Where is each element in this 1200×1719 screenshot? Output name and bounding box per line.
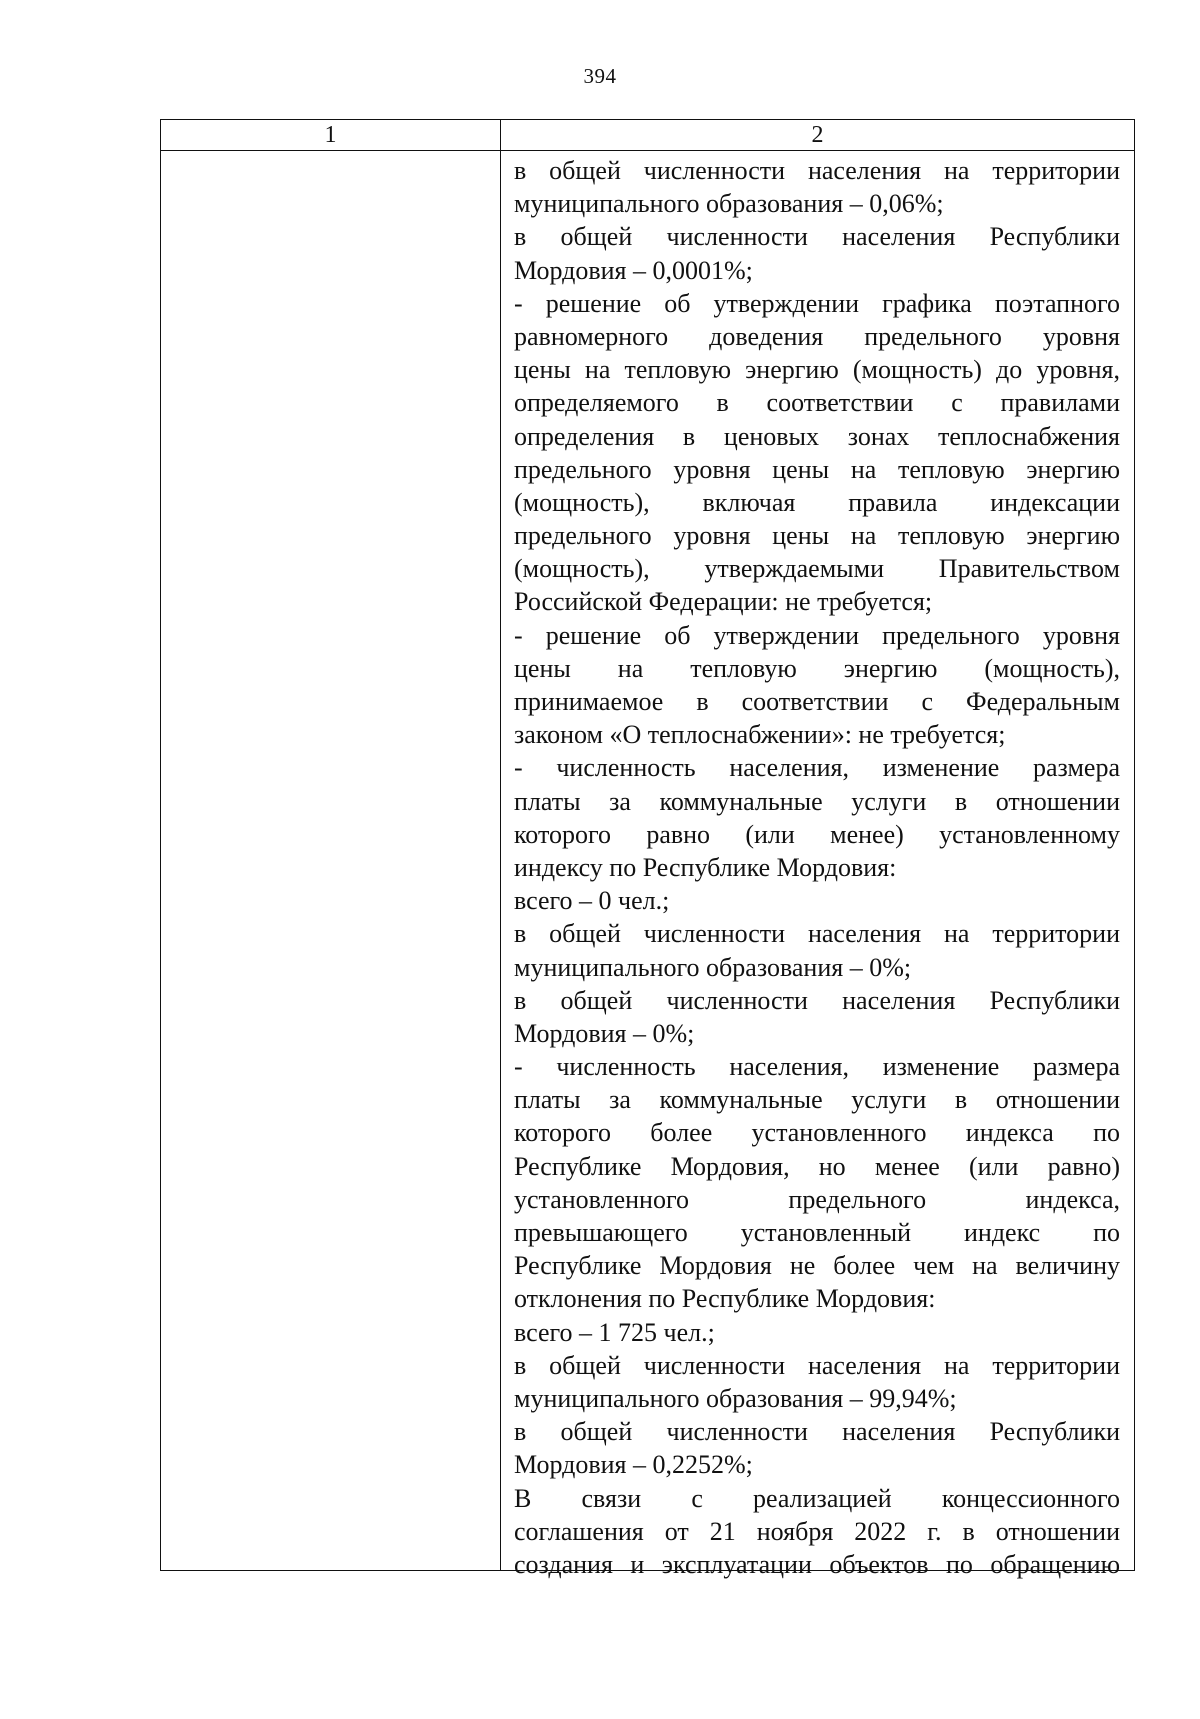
text-line: в общей численности населения Республики — [514, 985, 1120, 1015]
text-line: отклонения по Республике Мордовия: — [514, 1284, 936, 1314]
text-line: в общей численности населения Республики — [514, 222, 1120, 252]
text-line: в общей численности населения на территории — [514, 919, 1120, 949]
column-1-header: 1 — [324, 122, 337, 148]
document-table — [160, 119, 1135, 1579]
column-2-cell — [514, 154, 1120, 1581]
text-line: В связи с реализацией концессионного — [514, 1483, 1120, 1513]
text-line: Мордовия – 0,2252%; — [514, 1450, 753, 1480]
text-line: (мощность), включая правила индексации — [514, 487, 1120, 517]
table-header-row — [161, 120, 1134, 151]
text-line: Мордовия – 0,0001%; — [514, 255, 753, 285]
text-line: в общей численности населения на территории — [514, 1350, 1120, 1380]
text-line: платы за коммунальные услуги в отношении — [514, 1085, 1120, 1115]
column-divider — [500, 120, 501, 1570]
text-line: всего – 0 чел.; — [514, 886, 670, 916]
text-line: муниципального образования – 99,94%; — [514, 1383, 957, 1413]
text-line: превышающего установленный индекс по — [514, 1218, 1120, 1247]
text-line: цены на тепловую энергию (мощность), — [514, 653, 1120, 683]
text-line: - решение об утверждении предельного уровня — [514, 620, 1120, 650]
text-line: Республике Мордовия не более чем на величину — [514, 1251, 1120, 1281]
text-line: муниципального образования – 0,06%; — [514, 189, 944, 219]
column-1-cell — [161, 151, 500, 1570]
text-line: Мордовия – 0%; — [514, 1018, 695, 1048]
text-line: определения в ценовых зонах теплоснабжения — [514, 421, 1120, 451]
text-line: Российской Федерации: не требуется; — [514, 587, 933, 617]
text-line: которого более установленного индекса по — [514, 1118, 1120, 1148]
text-line: - решение об утверждении графика поэтапного — [514, 288, 1120, 318]
text-line: - численность населения, изменение размера — [514, 753, 1120, 783]
text-line: - численность населения, изменение размера — [514, 1052, 1120, 1082]
text-line: цены на тепловую энергию (мощность) до уровня, — [514, 355, 1120, 385]
text-line: в общей численности населения на территории — [514, 156, 1120, 185]
text-line: создания и эксплуатации объектов по обращению — [514, 1549, 1120, 1579]
text-line: Республике Мордовия, но менее (или равно) — [514, 1151, 1120, 1181]
text-line: установленного предельного индекса, — [514, 1184, 1120, 1214]
text-line: платы за коммунальные услуги в отношении — [514, 786, 1120, 816]
text-line: определяемого в соответствии с правилами — [514, 388, 1120, 418]
text-line: в общей численности населения Республики — [514, 1417, 1120, 1447]
column-2-header: 2 — [811, 122, 824, 148]
text-line: принимаемое в соответствии с Федеральным — [514, 687, 1120, 716]
text-line: муниципального образования – 0%; — [514, 952, 912, 982]
text-line: соглашения от 21 ноября 2022 г. в отношении — [514, 1516, 1120, 1546]
text-line: (мощность), утверждаемыми Правительством — [514, 554, 1120, 584]
text-line: законом «О теплоснабжении»: не требуется; — [514, 720, 1006, 750]
text-line: которого равно (или менее) установленному — [514, 819, 1120, 849]
text-line: всего – 1 725 чел.; — [514, 1317, 715, 1347]
page-number: 394 — [583, 64, 617, 88]
text-line: предельного уровня цены на тепловую энергию — [514, 521, 1120, 551]
text-line: равномерного доведения предельного уровня — [514, 321, 1120, 351]
text-line: предельного уровня цены на тепловую энергию — [514, 454, 1120, 484]
text-line: индексу по Республике Мордовия: — [514, 852, 897, 882]
